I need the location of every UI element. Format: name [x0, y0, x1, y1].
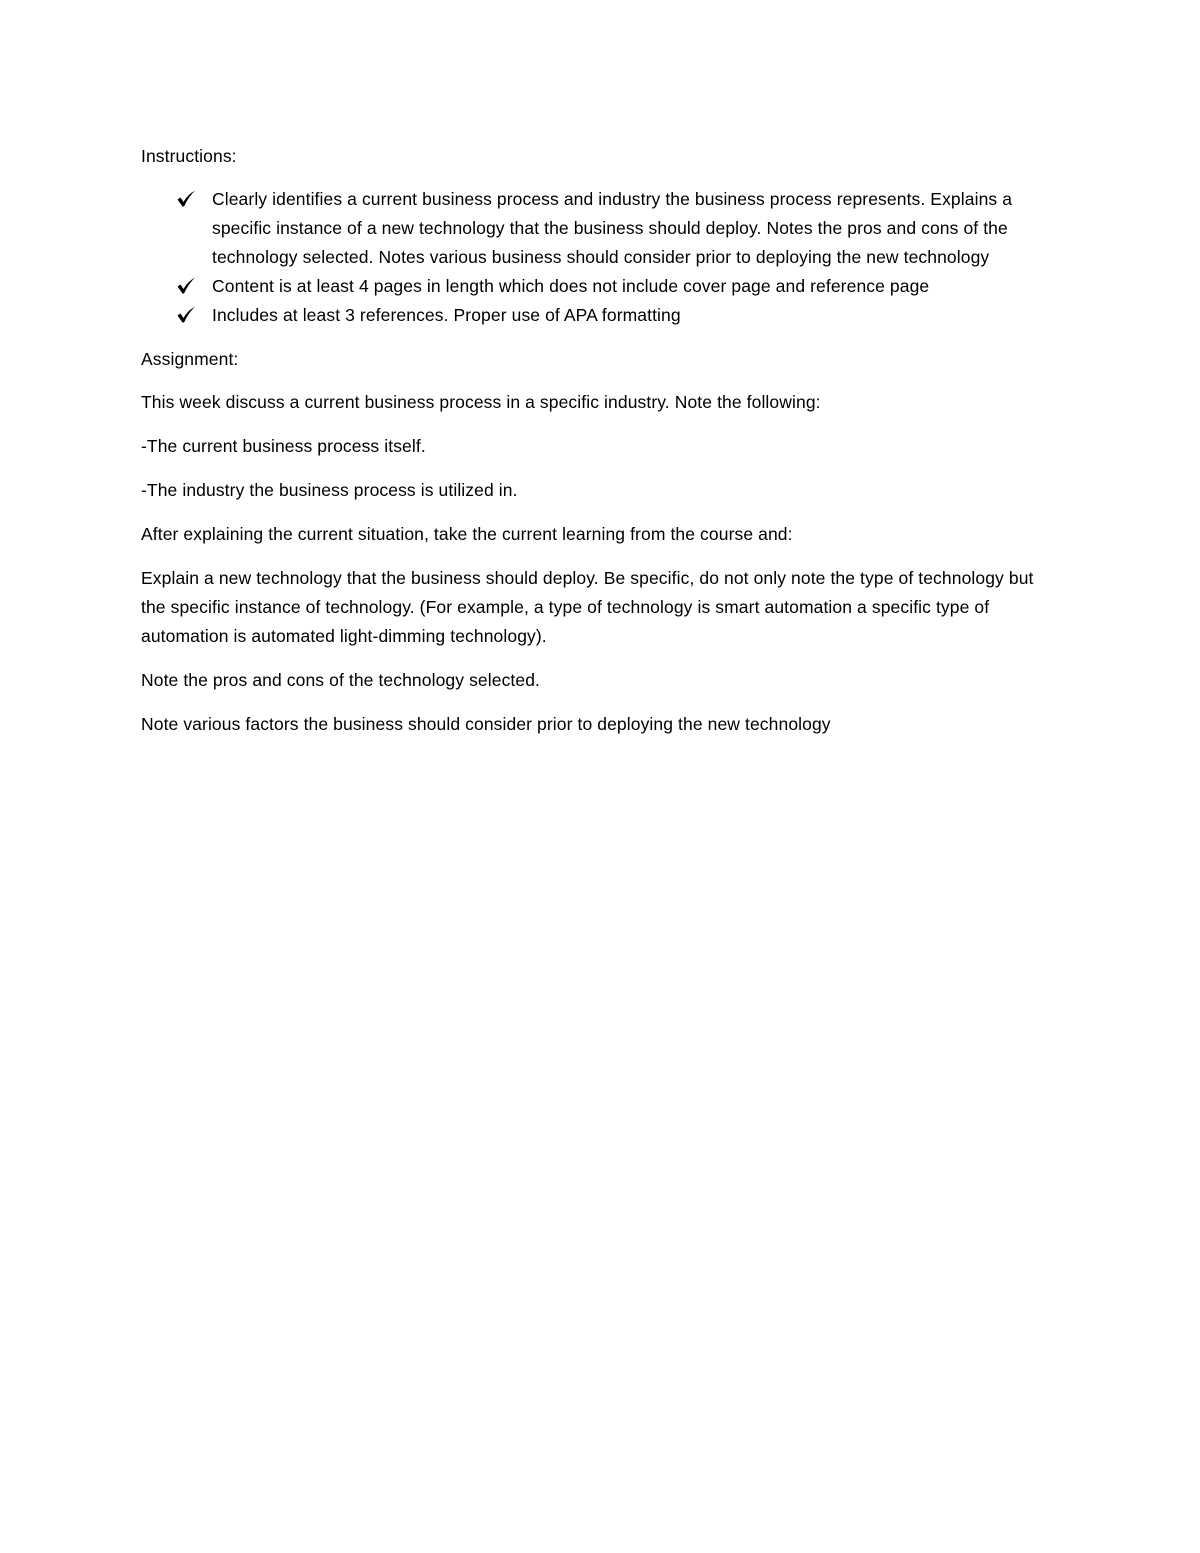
checklist-item-text: Content is at least 4 pages in length which does not include cover page and reference page [212, 276, 930, 296]
checklist-item [141, 185, 1041, 272]
checklist-item [141, 272, 1041, 301]
assignment-paragraph: -The industry the business process is utilized in. [141, 480, 518, 500]
assignment-paragraph: Explain a new technology that the business should deploy. Be specific, do not only note the type of technology but the specific instance of technology. (For example, a type of technology is smart automation a specific type of automation is automated light-dimming technology). [141, 568, 1034, 646]
instructions-checklist [141, 185, 1041, 330]
assignment-paragraph: This week discuss a current business process in a specific industry. Note the following: [141, 392, 821, 412]
assignment-paragraph: -The current business process itself. [141, 436, 426, 456]
instructions-heading: Instructions: [141, 146, 237, 166]
assignment-heading: Assignment: [141, 349, 239, 369]
checkmark-icon [176, 272, 198, 301]
document-body [141, 142, 1041, 754]
checkmark-icon [176, 301, 198, 330]
checklist-item-text: Clearly identifies a current business process and industry the business process represents. Explains a specific instance of a new technology that the business should deploy. Notes the pros and cons of the technology selected. Notes various business should consider prior to deploying the new technology [212, 189, 1013, 267]
assignment-paragraph: After explaining the current situation, take the current learning from the course and: [141, 524, 793, 544]
checklist-item-text: Includes at least 3 references. Proper use of APA formatting [212, 305, 681, 325]
checkmark-icon [176, 185, 198, 214]
assignment-paragraph: Note the pros and cons of the technology selected. [141, 670, 541, 690]
assignment-paragraph: Note various factors the business should consider prior to deploying the new technology [141, 714, 831, 734]
checklist-item [141, 301, 1041, 330]
